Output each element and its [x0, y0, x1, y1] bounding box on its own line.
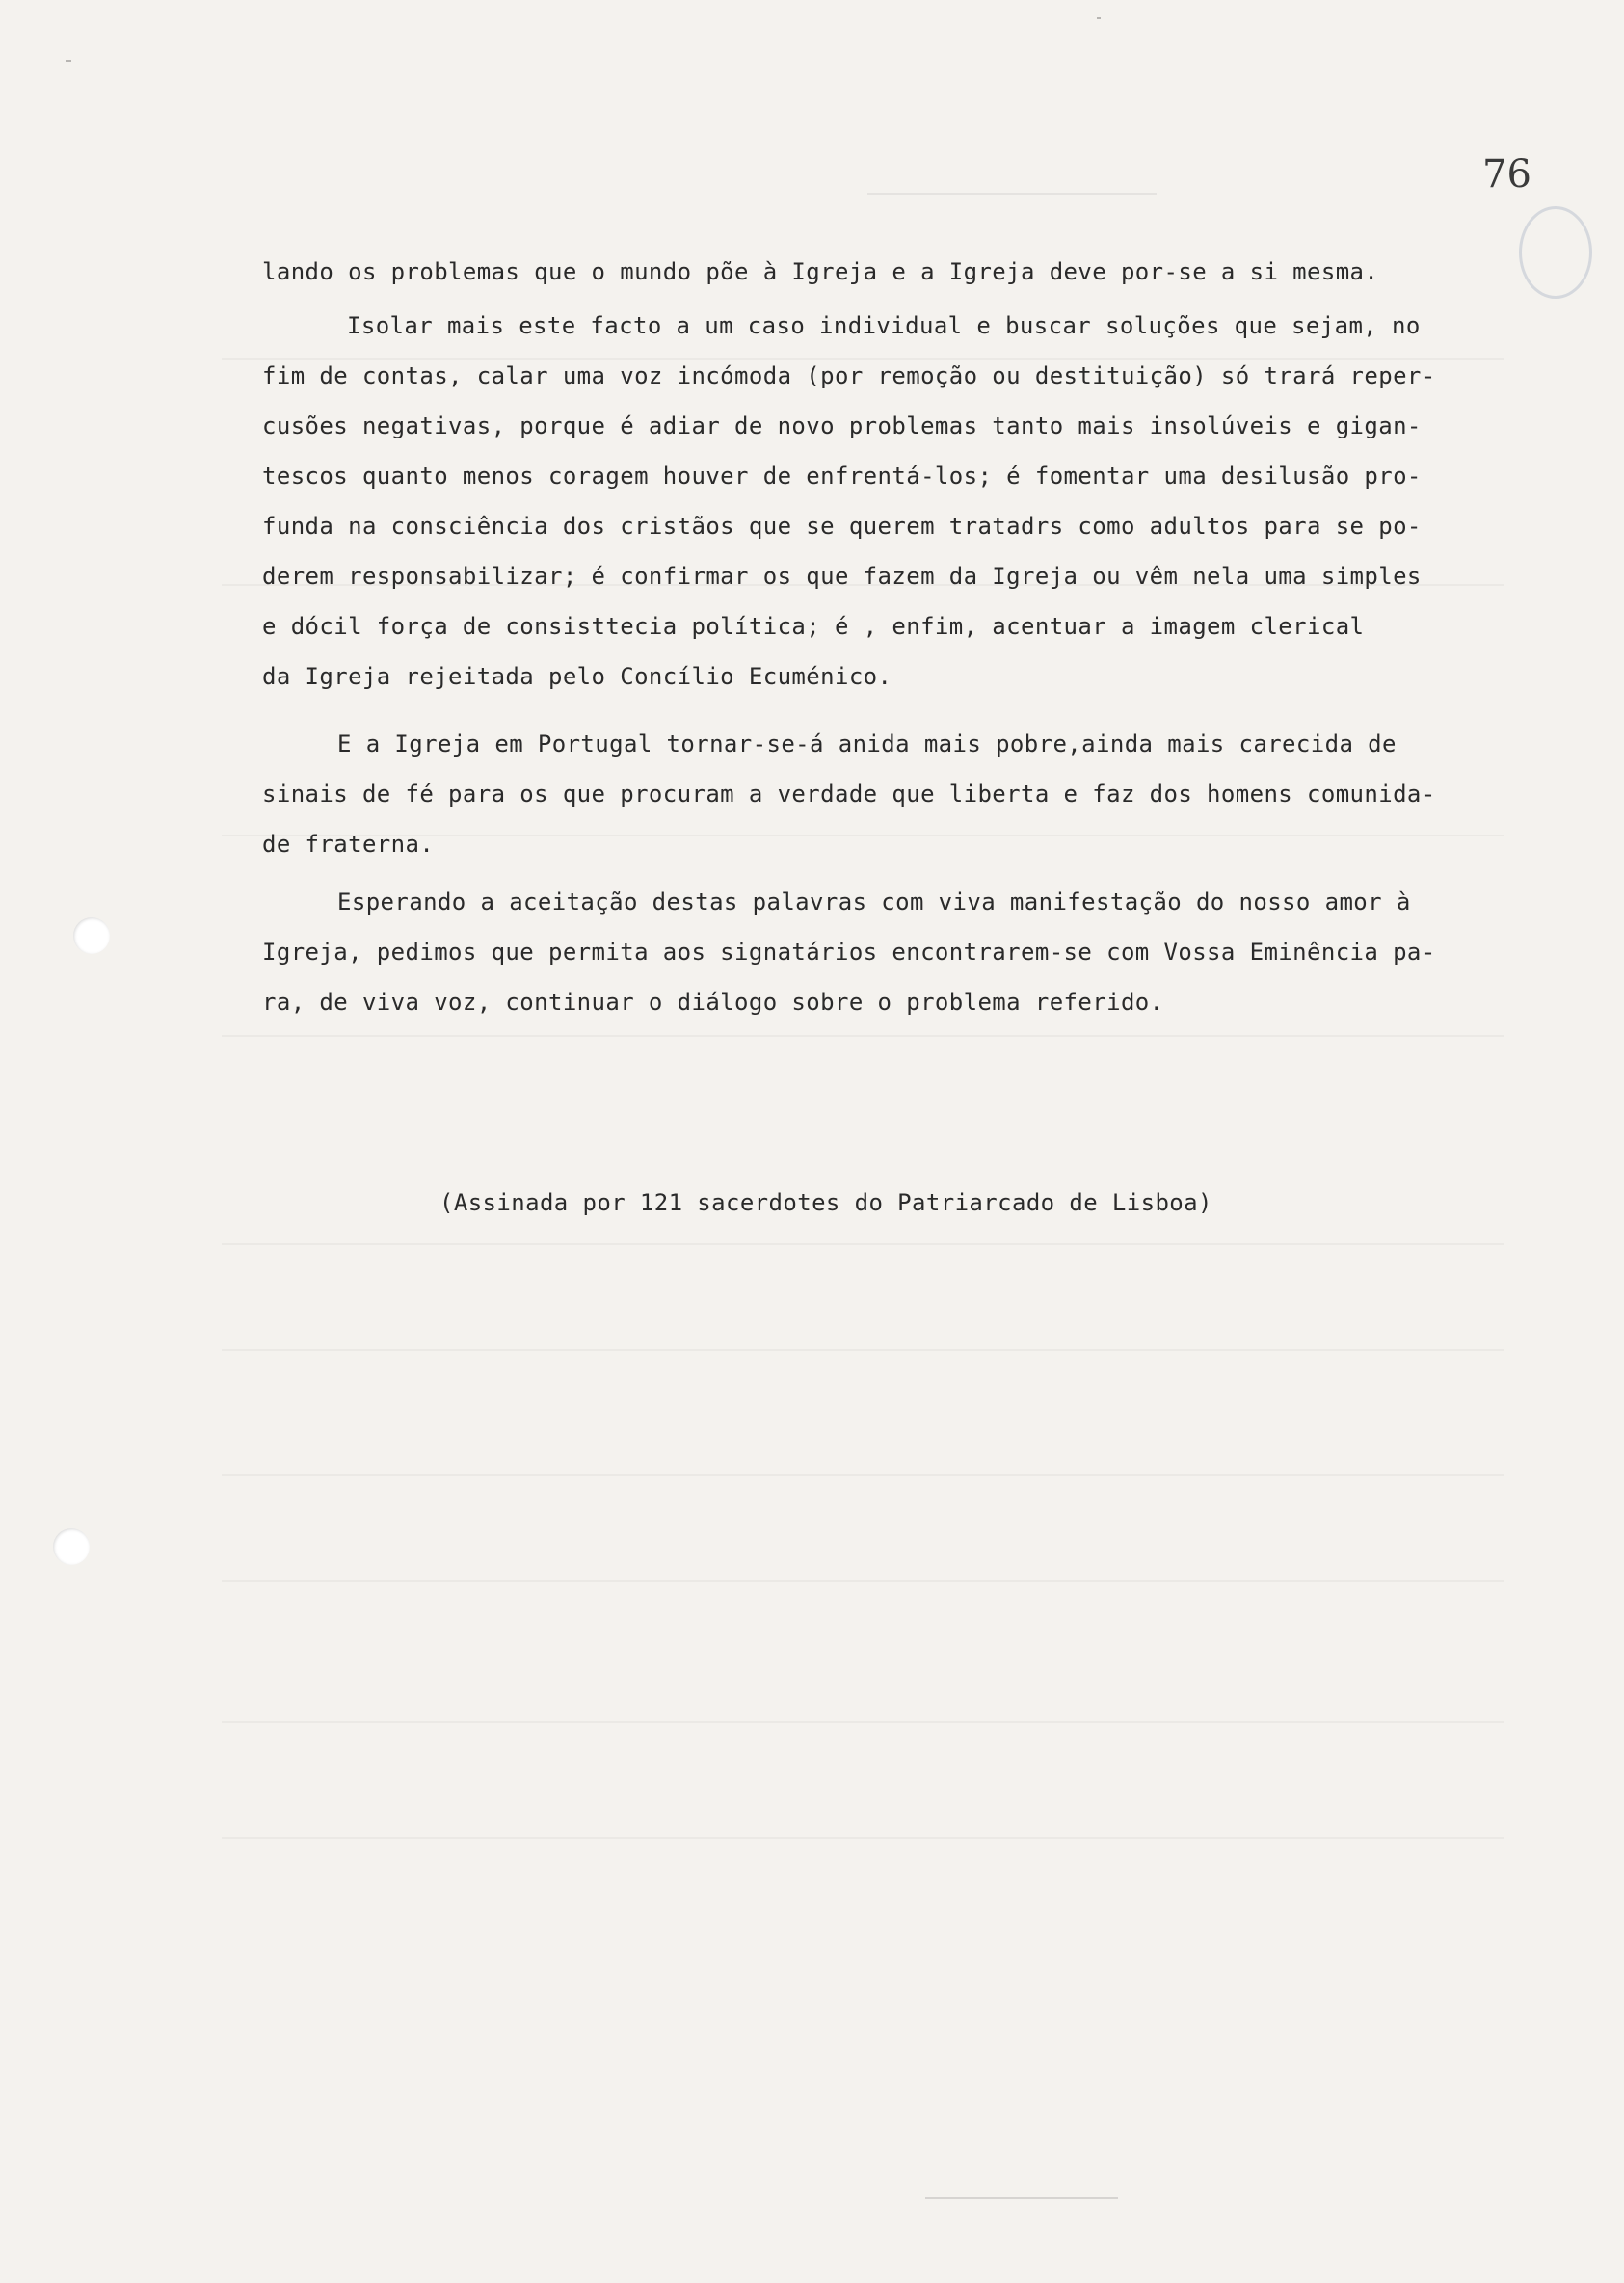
bleed-through-line [222, 1580, 1504, 1582]
text-line: Esperando a aceitação destas palavras com viva manifestação do nosso amor à [337, 889, 1411, 916]
paragraph-esperando [262, 877, 1515, 1027]
text-line: E a Igreja em Portugal tornar-se-á anida mais pobre,ainda mais carecida de [337, 730, 1397, 757]
text-line: lando os problemas que o mundo põe à Igreja e a Igreja deve por-se a si mesma. [262, 258, 1379, 285]
bleed-through-line [222, 1837, 1504, 1839]
punch-hole [73, 917, 110, 954]
stray-mark [1097, 17, 1101, 19]
paragraph-igreja-portugal [262, 719, 1515, 869]
stray-mark [867, 193, 1157, 195]
paragraph-isolar [262, 301, 1515, 702]
bleed-through-line [222, 1243, 1504, 1245]
text-line: Igreja, pedimos que permita aos signatários encontrarem-se com Vossa Eminência pa- [262, 939, 1436, 966]
text-line: cusões negativas, porque é adiar de novo problemas tanto mais insolúveis e gigan- [262, 412, 1422, 439]
text-line: da Igreja rejeitada pelo Concílio Ecuménico. [262, 663, 892, 690]
text-line: de fraterna. [262, 831, 435, 858]
archive-stamp [1519, 206, 1592, 299]
text-line: fim de contas, calar uma voz incómoda (por remoção ou destituição) só trará reper- [262, 362, 1436, 389]
bleed-through-line [222, 1035, 1504, 1037]
stray-mark [925, 2197, 1118, 2199]
text-line: funda na consciência dos cristãos que se querem tratadrs como adultos para se po- [262, 513, 1422, 540]
text-line: ra, de viva voz, continuar o diálogo sobre o problema referido. [262, 989, 1164, 1016]
punch-hole [53, 1528, 90, 1565]
bleed-through-line [222, 1721, 1504, 1723]
bleed-through-line [222, 1349, 1504, 1351]
folio-number: 76 [1482, 152, 1531, 197]
text-line: derem responsabilizar; é confirmar os que fazem da Igreja ou vêm nela uma simples [262, 563, 1422, 590]
text-line: tescos quanto menos coragem houver de enfrentá-los; é fomentar uma desilusão pro- [262, 463, 1422, 490]
text-line: Isolar mais este facto a um caso individual e buscar soluções que sejam, no [347, 312, 1421, 339]
text-line: sinais de fé para os que procuram a verdade que liberta e faz dos homens comunida- [262, 781, 1436, 808]
signature-line: (Assinada por 121 sacerdotes do Patriarcado de Lisboa) [439, 1189, 1212, 1216]
paragraph-continuation [262, 247, 1515, 297]
bleed-through-line [222, 1474, 1504, 1476]
stray-mark [66, 60, 71, 62]
text-line: e dócil força de consisttecia política; é , enfim, acentuar a imagem clerical [262, 613, 1365, 640]
